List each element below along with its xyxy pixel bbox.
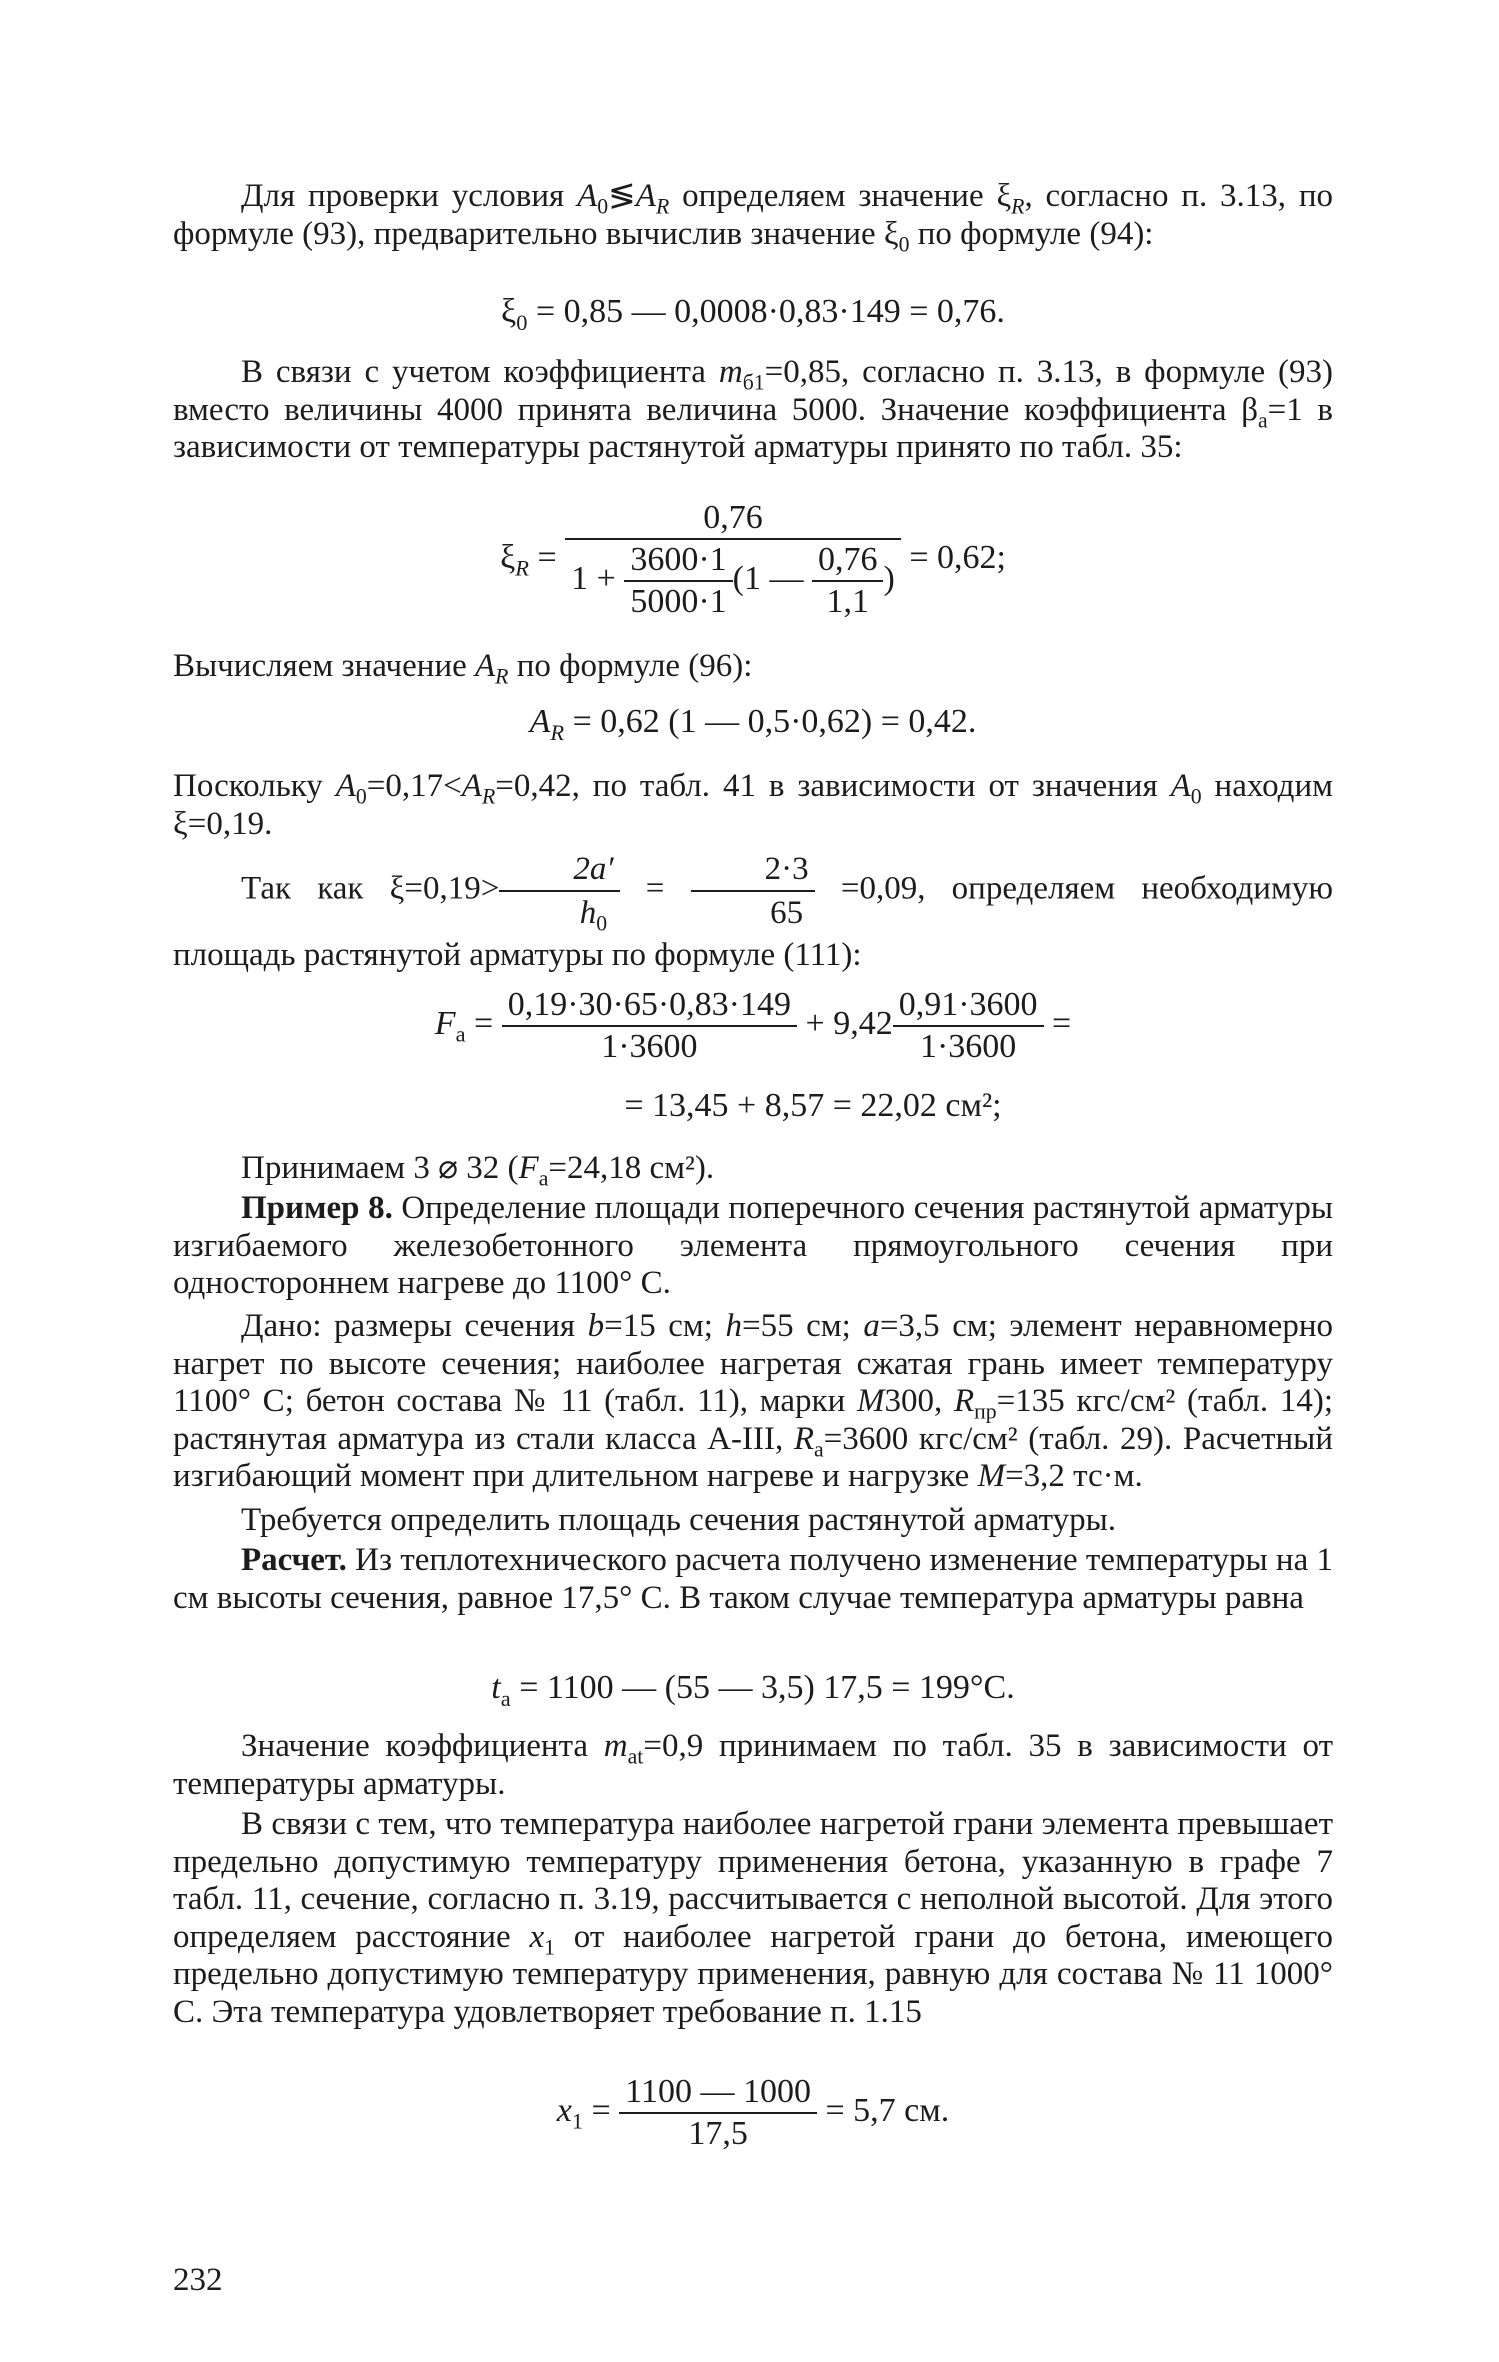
paragraph-since-xi: Так как ξ=0,19> $\frac{2a'}{h_0}$ = $\frac{2\cdot 3}{65}$ =0,09, определяем необходимую площадь растянутой арматуры по формуле (111): <box>173 848 1333 976</box>
formula-xi0: $\xi_0 = 0,85$ — 0,0008·0,83·149 = 0,76. <box>501 293 1005 335</box>
paragraph-coefficient: В связи с учетом коэффициента $m_{б1}=0,85$, согласно п. 3.13, в формуле (93) вместо величины 4000 принята величина 5000. Значение коэффициента $\beta_a=1$ в зависимости от температуры растянутой арматуры принято по табл. 35: <box>173 354 1333 465</box>
fraction: 0,76 1 + $\frac{3600\cdot 1}{5000\cdot 1}$ (1 — $\frac{0,76}{1,1}$ ) <box>565 498 901 622</box>
paragraph-check-condition: Для проверки условия $A_0≶A_R$ определяем значение $\xi_R$, согласно п. 3.13, по формуле (93), предварительно вычислив значение $\xi_0$ по формуле (94): <box>173 178 1333 257</box>
formula-Fa: $F_a$ = $\frac{0,19\cdot 30\cdot 65\cdot 0,83\cdot 149}{1\cdot 3600}$ + 9,42 $\frac{0,91\cdot 3600}{1\cdot 3600}$ = <box>434 986 1072 1065</box>
formula-AR: $A_R = 0,62$ (1 — 0,5·0,62) = 0,42. <box>529 703 977 745</box>
paragraph-compute-AR: Вычисляем значение $A_R$ по формуле (96): <box>173 648 753 689</box>
paragraph-reduced-height: В связи с тем, что температура наиболее нагретой грани элемента превышает предельно допустимую температуру применения бетона, указанную в графе 7 табл. 11, сечение, согласно п. 3.19, рассчитывается с неполной высотой. Для этого определяем расстояние $x_1$ от наиболее нагретой грани до бетона, имеющего предельно допустимую температуру применения, равную для состава № 11 1000° С. Эта температура удовлетворяет требование п. 1.15 <box>173 1806 1333 2030</box>
paragraph-mat: Значение коэффициента $m_{at}=0,9$ принимаем по табл. 35 в зависимости от температуры арматуры. <box>173 1728 1333 1802</box>
page-number: 232 <box>173 2262 223 2298</box>
paragraph-since-A0: Поскольку $A_0=0,17<A_R=0,42$, по табл. 41 в зависимости от значения $A_0$ находим ξ=0,19. <box>173 768 1333 842</box>
formula-Fa-result: = 13,45 + 8,57 = 22,02 см²; <box>624 1087 1002 1124</box>
paragraph-calculation: Расчет. Из теплотехнического расчета получено изменение температуры на 1 см высоты сечения, равное 17,5° С. В таком случае температура арматуры равна <box>173 1542 1333 1616</box>
formula-x1: $x_1$ = $\frac{1100 — 1000}{17,5}$ = 5,7 см. <box>556 2073 950 2152</box>
formula-xiR: $\xi_R$ = 0,76 1 + $\frac{3600\cdot 1}{5000\cdot 1}$ (1 — $\frac{0,76}{1,1}$ ) = 0,62; <box>500 499 1006 620</box>
paragraph-required: Требуется определить площадь сечения растянутой арматуры. <box>241 1502 1117 1538</box>
paragraph-given: Дано: размеры сечения b=15 см; h=55 см; a=3,5 см; элемент неравномерно нагрет по высоте сечения; наиболее нагретая сжатая грань имеет температуру 1100° С; бетон состава № 11 (табл. 11), марки М300, $R_{пр}=135$ кгс/см² (табл. 14); растянутая арматура из стали класса A-III, $R_a=3600$ кгс/см² (табл. 29). Расчетный изгибающий момент при длительном нагреве и нагрузке M=3,2 тс·м. <box>173 1308 1333 1494</box>
paragraph-example-8: Пример 8. Определение площади поперечного сечения растянутой арматуры изгибаемого железобетонного элемента прямоугольного сечения при одностороннем нагреве до 1100° С. <box>173 1190 1334 1301</box>
formula-ta: $t_a = 1100$ — (55 — 3,5) 17,5 = 199°С. <box>491 1669 1015 1711</box>
paragraph-accept: Принимаем 3 ⌀ 32 ($F_a=24,18$ см²). <box>241 1150 715 1191</box>
